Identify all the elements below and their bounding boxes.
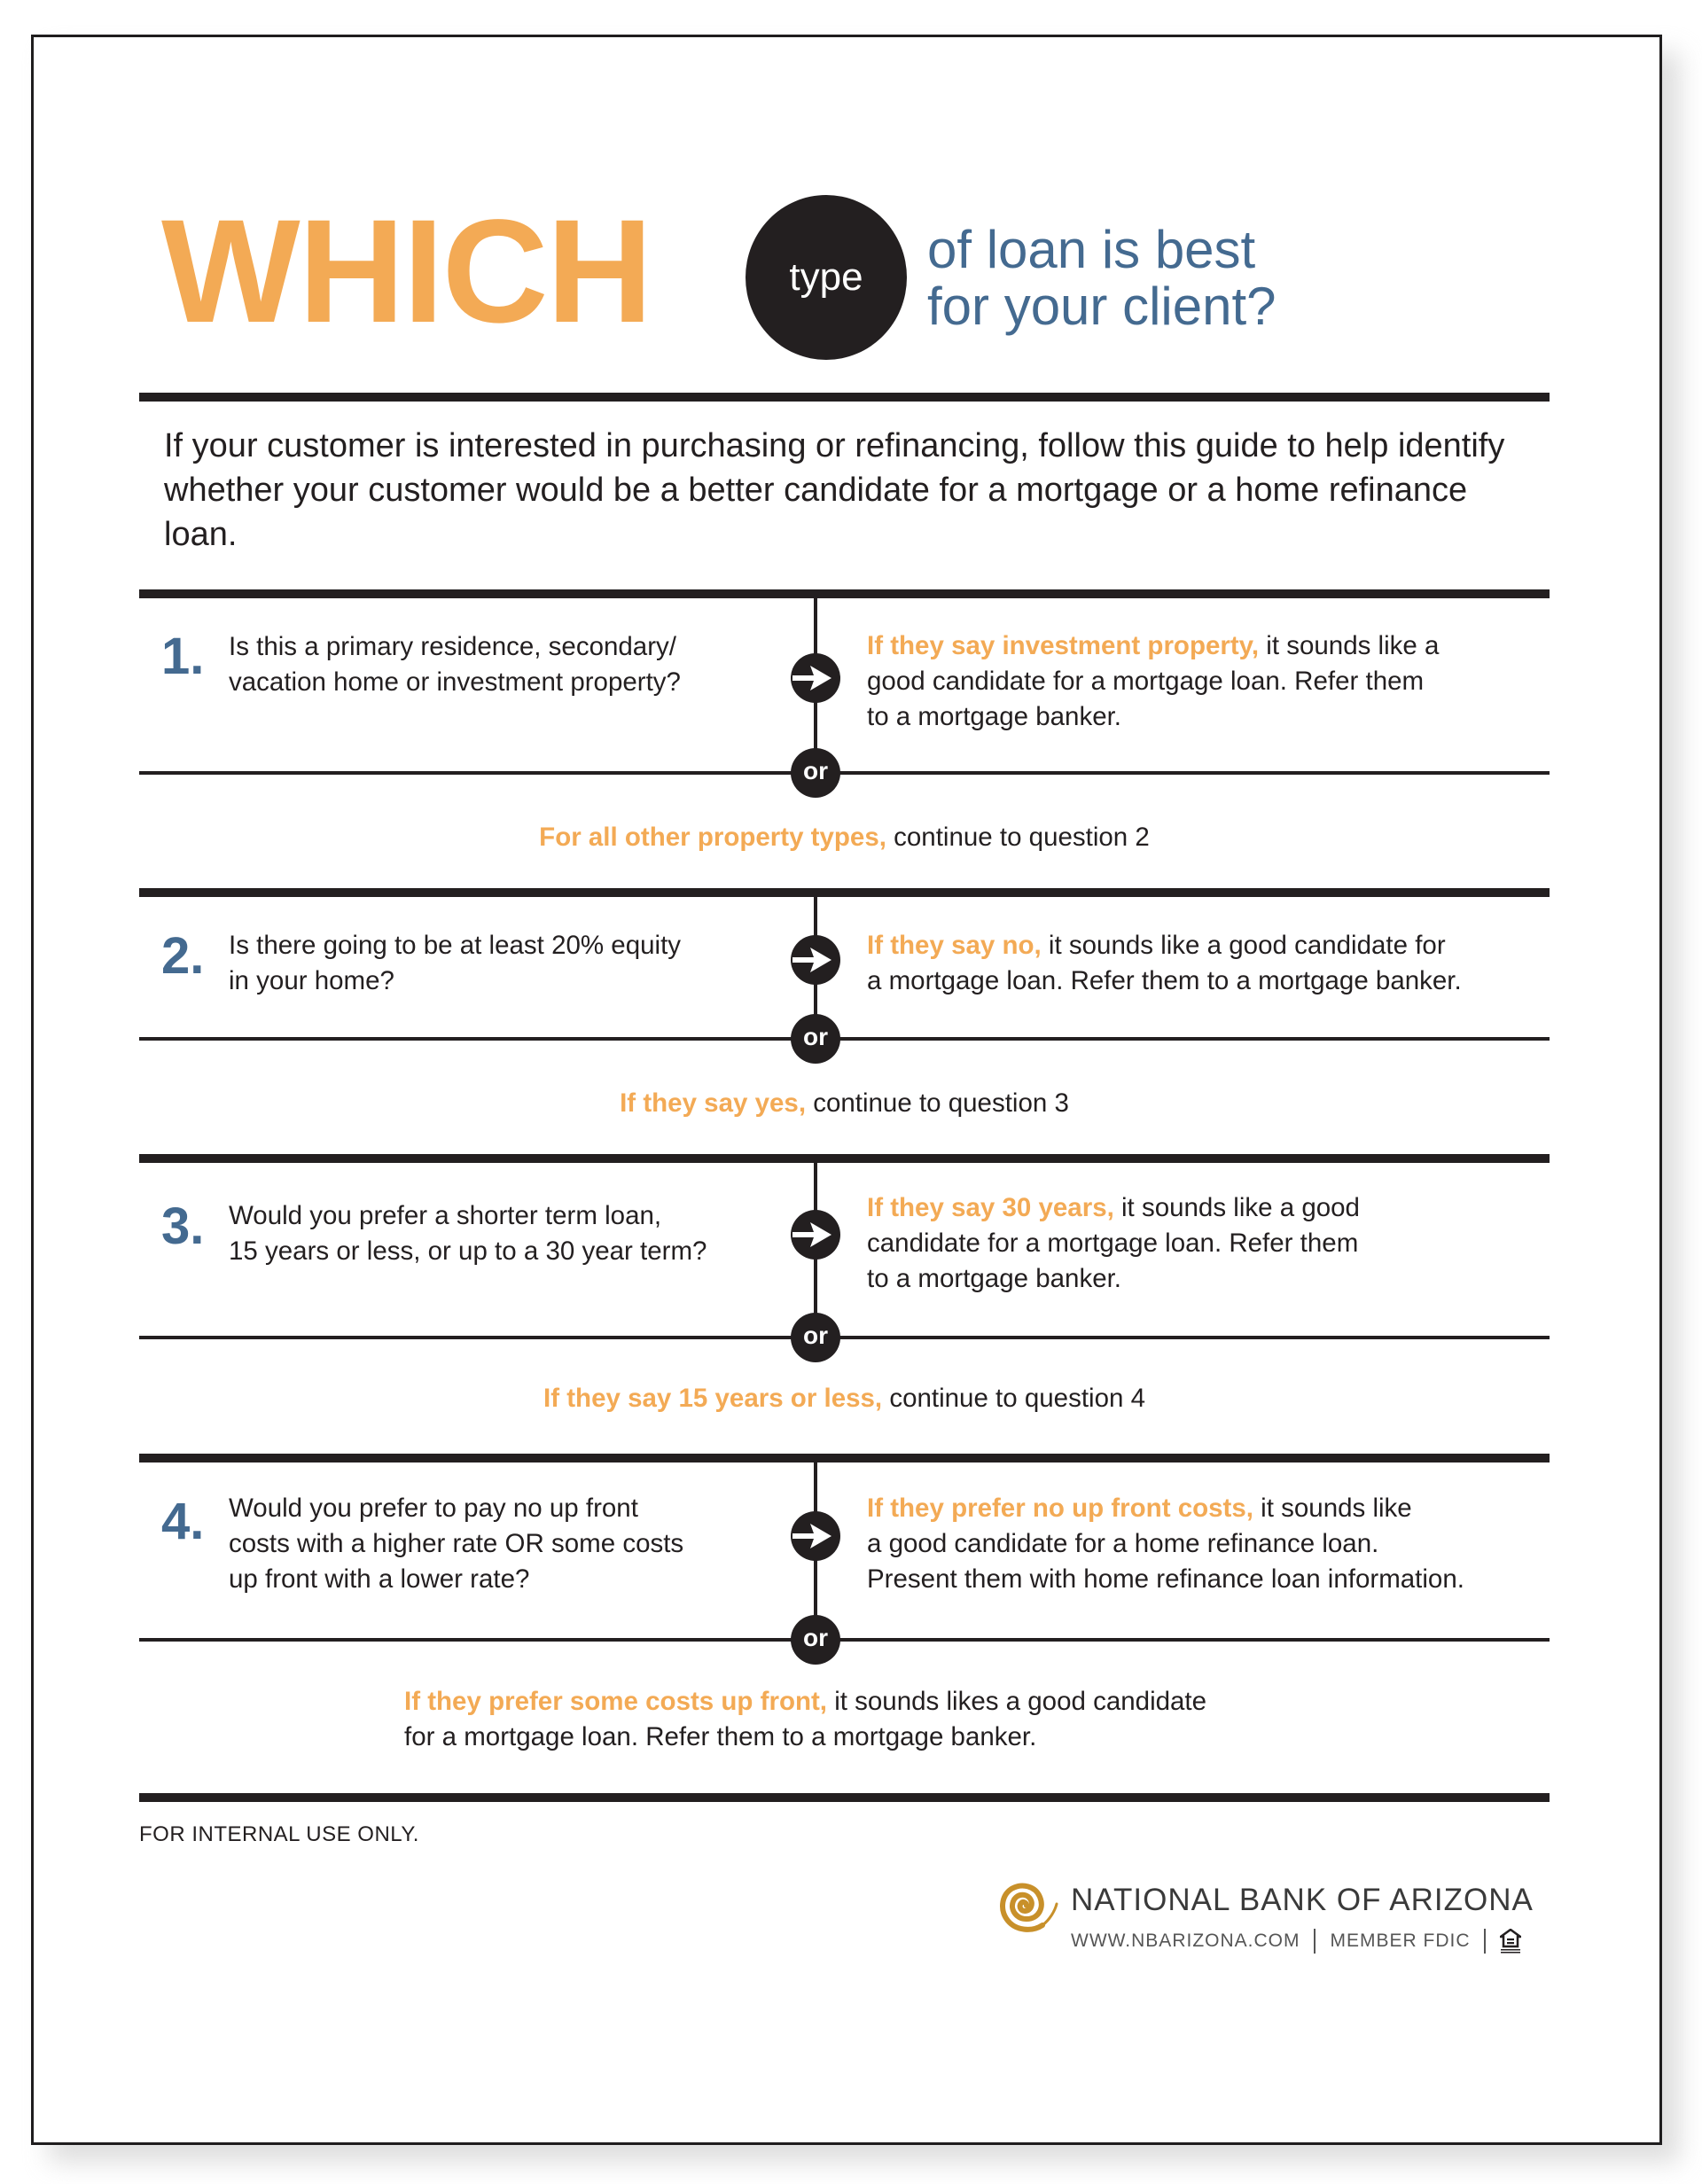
final-text: it sounds likes a good candidate xyxy=(827,1687,1207,1716)
or-label: or xyxy=(803,757,828,784)
arrow-right-icon xyxy=(791,653,840,703)
step-question xyxy=(229,928,761,999)
swirl-logo-icon xyxy=(993,1874,1060,1936)
step-answer xyxy=(867,928,1558,999)
answer-line xyxy=(867,628,1558,664)
intro-paragraph: If your customer is interested in purchasing or refinancing, follow this guide to help identify whether your customer would be a better candidate for a mortgage or a home refinance loan. xyxy=(164,427,1505,553)
answer-line xyxy=(867,1190,1558,1226)
or-label: or xyxy=(803,1624,828,1651)
continue-highlight: If they say 15 years or less, xyxy=(543,1384,883,1413)
answer-line: to a mortgage banker. xyxy=(867,1264,1121,1293)
separator xyxy=(1484,1929,1486,1954)
arrow-right-icon xyxy=(791,1210,840,1260)
question-line: vacation home or investment property? xyxy=(229,667,681,697)
internal-use-disclaimer: FOR INTERNAL USE ONLY. xyxy=(139,1822,419,1846)
final-line: for a mortgage loan. Refer them to a mortgage banker. xyxy=(404,1722,1037,1751)
step-answer xyxy=(867,628,1558,735)
bank-info-line xyxy=(1071,1929,1521,1954)
question-line: Is there going to be at least 20% equity xyxy=(229,931,682,960)
section-divider xyxy=(139,589,1550,598)
answer-line: a good candidate for a home refinance loan. xyxy=(867,1529,1379,1558)
type-badge-label: type xyxy=(789,255,863,299)
question-line: Would you prefer to pay no up front xyxy=(229,1494,638,1523)
answer-line xyxy=(867,1491,1558,1526)
answer-text: it sounds like a xyxy=(1259,631,1440,660)
answer-line xyxy=(867,928,1558,963)
continue-highlight: For all other property types, xyxy=(539,823,886,852)
or-label: or xyxy=(803,1023,828,1050)
question-line: Is this a primary residence, secondary/ xyxy=(229,632,676,661)
section-divider xyxy=(139,888,1550,897)
step-question xyxy=(229,1198,761,1269)
question-line: in your home? xyxy=(229,966,394,995)
answer-text: it sounds like a good xyxy=(1113,1193,1360,1222)
question-line: Would you prefer a shorter term loan, xyxy=(229,1201,662,1230)
header-divider xyxy=(139,393,1550,402)
title-which: WHICH xyxy=(161,190,652,354)
subtitle-line-2: for your client? xyxy=(927,277,1276,336)
continue-note xyxy=(139,820,1550,855)
title-subtitle xyxy=(927,222,1276,335)
or-divider xyxy=(139,1037,1550,1041)
step-question xyxy=(229,629,761,700)
bank-website: WWW.NBARIZONA.COM xyxy=(1071,1930,1300,1951)
continue-text: continue to question 4 xyxy=(882,1384,1145,1413)
continue-note xyxy=(139,1381,1550,1416)
bank-member-fdic: MEMBER FDIC xyxy=(1330,1930,1471,1951)
equal-housing-lender-icon xyxy=(1500,1929,1521,1954)
answer-line: a mortgage loan. Refer them to a mortgage banker. xyxy=(867,966,1462,995)
continue-text: continue to question 3 xyxy=(806,1088,1069,1118)
answer-line: good candidate for a mortgage loan. Refer them xyxy=(867,667,1425,696)
answer-text: it sounds like xyxy=(1253,1494,1412,1523)
step-number: 1. xyxy=(161,628,205,685)
or-badge xyxy=(791,748,840,798)
answer-line: to a mortgage banker. xyxy=(867,702,1121,731)
continue-note xyxy=(139,1086,1550,1121)
or-badge xyxy=(791,1313,840,1362)
type-badge xyxy=(746,195,907,360)
answer-line: Present them with home refinance loan information. xyxy=(867,1564,1464,1594)
or-divider xyxy=(139,771,1550,775)
or-badge xyxy=(791,1615,840,1665)
question-line: 15 years or less, or up to a 30 year term? xyxy=(229,1236,707,1266)
subtitle-line-1: of loan is best xyxy=(927,220,1256,279)
answer-text: it sounds like a good candidate for xyxy=(1041,931,1446,960)
final-note xyxy=(404,1684,1379,1755)
step-number: 4. xyxy=(161,1493,205,1550)
section-divider xyxy=(139,1454,1550,1462)
step-number: 2. xyxy=(161,927,205,985)
answer-highlight: If they prefer no up front costs, xyxy=(867,1494,1253,1523)
section-divider xyxy=(139,1154,1550,1163)
step-number: 3. xyxy=(161,1197,205,1255)
answer-highlight: If they say investment property, xyxy=(867,631,1260,660)
continue-highlight: If they say yes, xyxy=(620,1088,807,1118)
answer-highlight: If they say no, xyxy=(867,931,1042,960)
question-line: costs with a higher rate OR some costs xyxy=(229,1529,684,1558)
question-line: up front with a lower rate? xyxy=(229,1564,530,1594)
final-highlight: If they prefer some costs up front, xyxy=(404,1687,827,1716)
answer-line: candidate for a mortgage loan. Refer them xyxy=(867,1228,1359,1258)
or-divider xyxy=(139,1638,1550,1642)
answer-highlight: If they say 30 years, xyxy=(867,1193,1114,1222)
bank-name: NATIONAL BANK OF ARIZONA xyxy=(1071,1883,1534,1917)
final-line xyxy=(404,1684,1379,1720)
or-badge xyxy=(791,1014,840,1064)
step-answer xyxy=(867,1491,1558,1597)
step-answer xyxy=(867,1190,1558,1297)
continue-text: continue to question 2 xyxy=(886,823,1150,852)
step-question xyxy=(229,1491,761,1597)
or-divider xyxy=(139,1336,1550,1339)
separator xyxy=(1314,1929,1316,1954)
arrow-right-icon xyxy=(791,1511,840,1561)
or-label: or xyxy=(803,1322,828,1349)
section-divider xyxy=(139,1793,1550,1802)
arrow-right-icon xyxy=(791,935,840,985)
